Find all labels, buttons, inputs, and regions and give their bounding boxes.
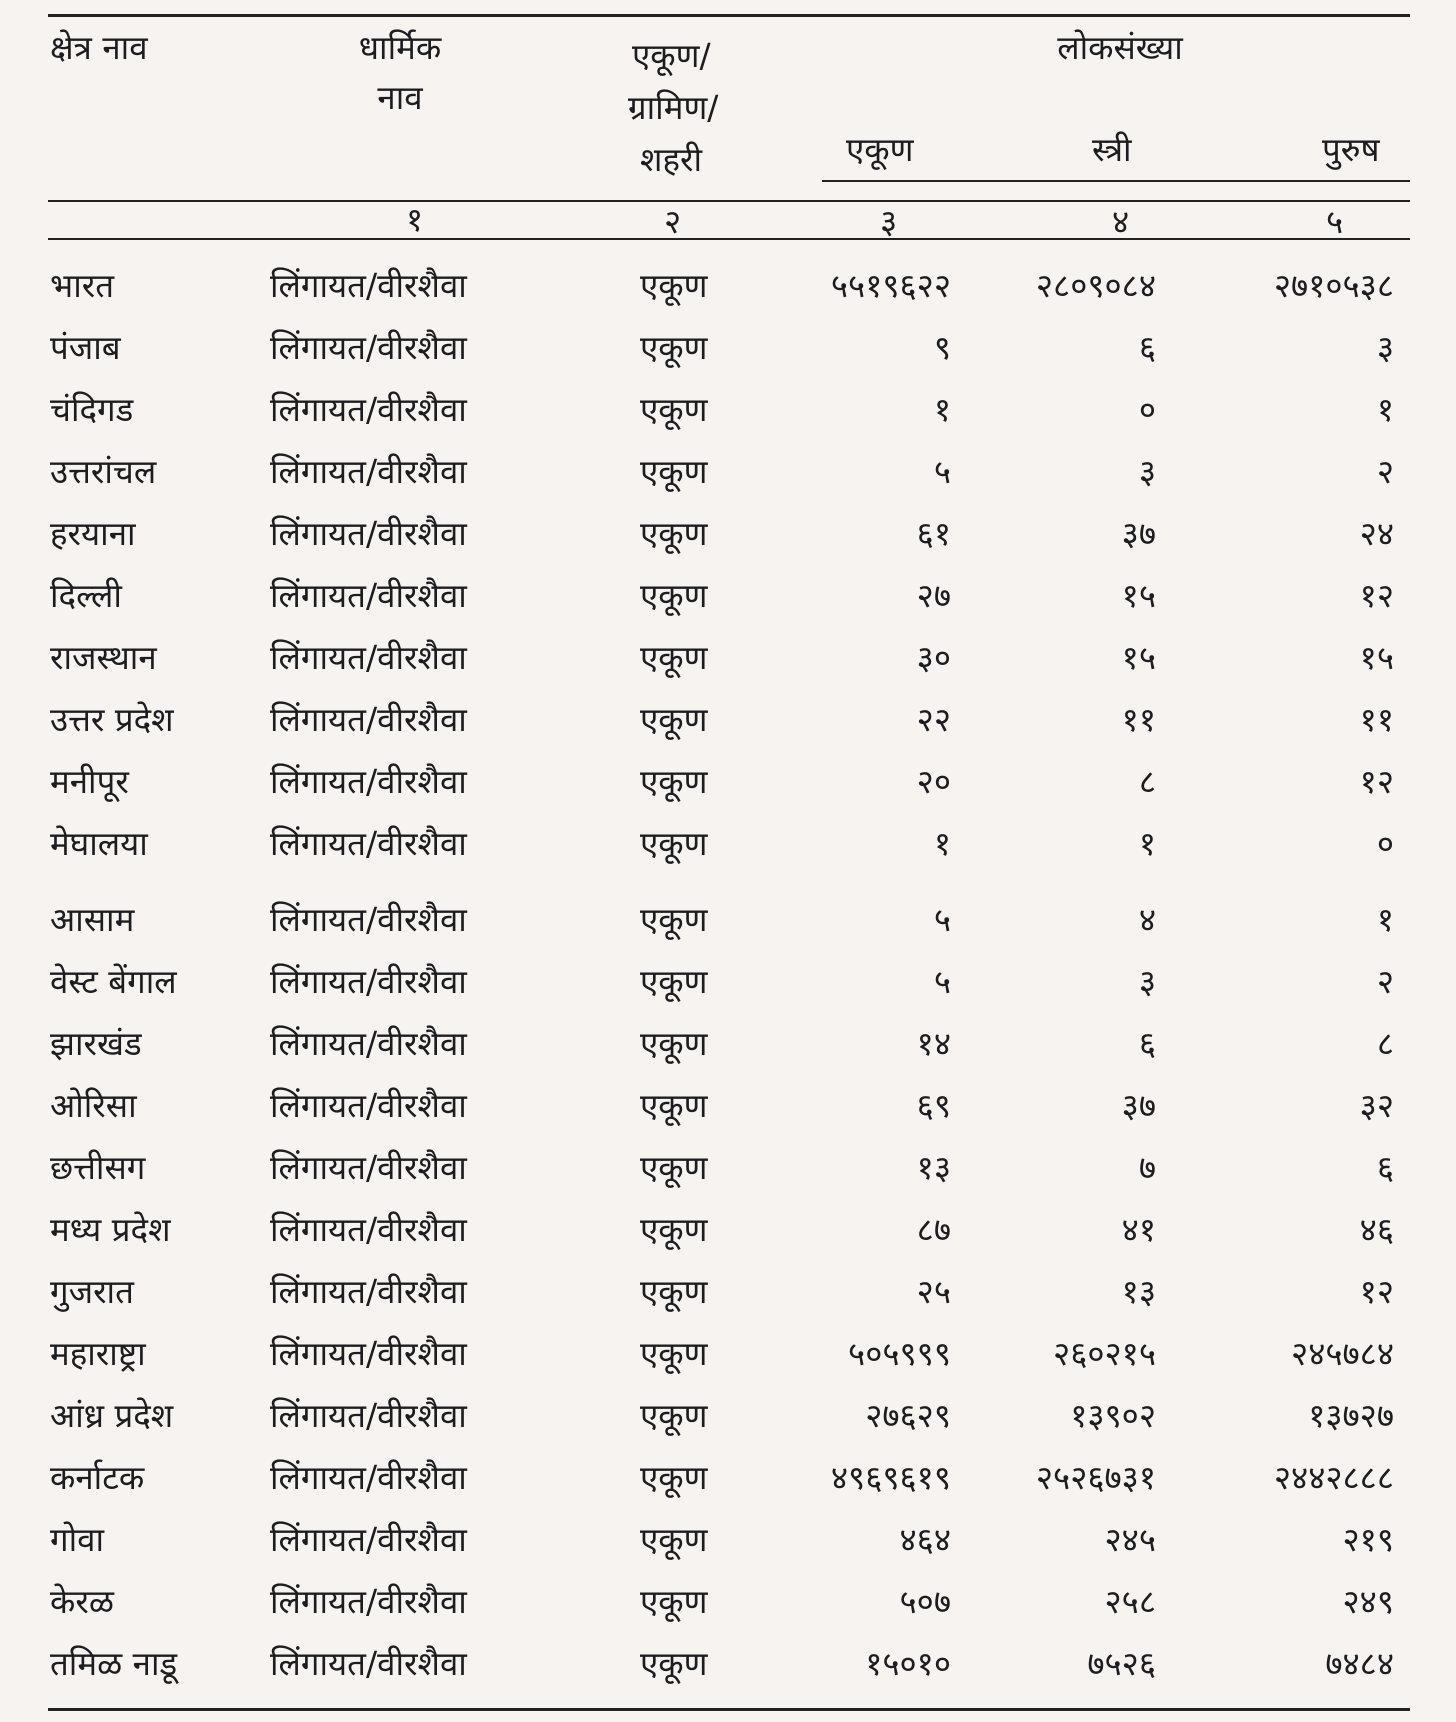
type-cell: एकूण — [640, 824, 708, 863]
total-cell: १३ — [916, 1148, 951, 1187]
female-cell: २५२६७३१ — [1035, 1458, 1156, 1497]
table-row — [0, 318, 1456, 378]
region-cell: तमिळ नाडू — [50, 1644, 178, 1683]
total-cell: १ — [933, 824, 951, 863]
region-cell: केरळ — [50, 1582, 114, 1621]
type-cell: एकूण — [640, 962, 708, 1001]
table-row — [0, 1510, 1456, 1570]
region-cell: वेस्ट बेंगाल — [50, 962, 177, 1001]
region-cell: मध्य प्रदेश — [50, 1210, 171, 1249]
table-row — [0, 1076, 1456, 1136]
male-cell: २४ — [1359, 514, 1394, 553]
female-cell: ३७ — [1121, 1086, 1156, 1125]
type-cell: एकूण — [640, 1024, 708, 1063]
type-cell: एकूण — [640, 1458, 708, 1497]
type-cell: एकूण — [640, 1086, 708, 1125]
header-rule — [48, 200, 1410, 202]
total-cell: ५ — [933, 900, 951, 939]
total-cell: ५ — [933, 962, 951, 1001]
religion-cell: लिंगायत/वीरशैवा — [270, 452, 467, 491]
total-cell: ३० — [916, 638, 951, 677]
female-cell: ११ — [1121, 700, 1156, 739]
region-cell: आसाम — [50, 900, 135, 939]
table-row — [0, 442, 1456, 502]
region-cell: गुजरात — [50, 1272, 134, 1311]
religion-cell: लिंगायत/वीरशैवा — [270, 1644, 467, 1683]
male-cell: ० — [1376, 824, 1394, 863]
religion-cell: लिंगायत/वीरशैवा — [270, 576, 467, 615]
region-cell: दिल्ली — [50, 576, 122, 615]
header-religion-line2: नाव — [377, 78, 423, 117]
female-cell: ० — [1138, 390, 1156, 429]
region-cell: चंदिगड — [50, 390, 134, 429]
table-row — [0, 1386, 1456, 1446]
religion-cell: लिंगायत/वीरशैवा — [270, 390, 467, 429]
religion-cell: लिंगायत/वीरशैवा — [270, 328, 467, 367]
type-cell: एकूण — [640, 1272, 708, 1311]
female-cell: १३९०२ — [1070, 1396, 1156, 1435]
header-num-3: ३ — [880, 202, 898, 241]
religion-cell: लिंगायत/वीरशैवा — [270, 1024, 467, 1063]
table-row — [0, 1262, 1456, 1322]
table-row — [0, 1448, 1456, 1508]
female-cell: ३ — [1138, 962, 1156, 1001]
total-cell: ४९६९६१९ — [830, 1458, 951, 1497]
religion-cell: लिंगायत/वीरशैवा — [270, 514, 467, 553]
region-cell: झारखंड — [50, 1024, 142, 1063]
male-cell: २१९ — [1342, 1520, 1394, 1559]
header-type-line3: शहरी — [640, 140, 703, 179]
male-cell: १५ — [1359, 638, 1394, 677]
total-cell: १४ — [916, 1024, 951, 1063]
religion-cell: लिंगायत/वीरशैवा — [270, 962, 467, 1001]
male-cell: १२ — [1359, 762, 1394, 801]
female-cell: १ — [1138, 824, 1156, 863]
table-row — [0, 1634, 1456, 1694]
region-cell: छत्तीसग — [50, 1148, 146, 1187]
religion-cell: लिंगायत/वीरशैवा — [270, 1210, 467, 1249]
region-cell: महाराष्ट्रा — [50, 1334, 146, 1373]
religion-cell: लिंगायत/वीरशैवा — [270, 638, 467, 677]
table-row — [0, 380, 1456, 440]
table-row — [0, 1138, 1456, 1198]
total-cell: १५०१० — [865, 1644, 951, 1683]
header-religion-line1: धार्मिक — [358, 28, 442, 67]
table-row — [0, 1014, 1456, 1074]
header-male: पुरुष — [1322, 130, 1380, 169]
total-cell: ५५१९६२२ — [830, 266, 951, 305]
region-cell: पंजाब — [50, 328, 121, 367]
header-num-4: ४ — [1112, 202, 1130, 241]
male-cell: २४४२८८८ — [1273, 1458, 1394, 1497]
religion-cell: लिंगायत/वीरशैवा — [270, 1582, 467, 1621]
religion-cell: लिंगायत/वीरशैवा — [270, 824, 467, 863]
female-cell: ४ — [1138, 900, 1156, 939]
type-cell: एकूण — [640, 328, 708, 367]
male-cell: ३ — [1376, 328, 1394, 367]
header-region: क्षेत्र नाव — [50, 28, 148, 67]
type-cell: एकूण — [640, 1520, 708, 1559]
region-cell: उत्तरांचल — [50, 452, 157, 491]
region-cell: उत्तर प्रदेश — [50, 700, 174, 739]
type-cell: एकूण — [640, 1210, 708, 1249]
total-cell: ५०७ — [899, 1582, 951, 1621]
total-cell: ४६४ — [899, 1520, 951, 1559]
female-cell: २५८ — [1104, 1582, 1156, 1621]
male-cell: १ — [1376, 390, 1394, 429]
total-cell: २० — [916, 762, 951, 801]
table-row — [0, 1200, 1456, 1260]
region-cell: मनीपूर — [50, 762, 129, 801]
religion-cell: लिंगायत/वीरशैवा — [270, 1086, 467, 1125]
type-cell: एकूण — [640, 1148, 708, 1187]
table-row — [0, 690, 1456, 750]
female-cell: २८०९०८४ — [1035, 266, 1156, 305]
type-cell: एकूण — [640, 900, 708, 939]
region-cell: हरयाना — [50, 514, 136, 553]
type-cell: एकूण — [640, 266, 708, 305]
total-cell: २७६२९ — [865, 1396, 951, 1435]
total-cell: ५ — [933, 452, 951, 491]
type-cell: एकूण — [640, 1644, 708, 1683]
male-cell: २४९ — [1342, 1582, 1394, 1621]
female-cell: ६ — [1138, 1024, 1156, 1063]
religion-cell: लिंगायत/वीरशैवा — [270, 900, 467, 939]
region-cell: भारत — [50, 266, 115, 305]
religion-cell: लिंगायत/वीरशैवा — [270, 1272, 467, 1311]
table-row — [0, 1572, 1456, 1632]
religion-cell: लिंगायत/वीरशैवा — [270, 1458, 467, 1497]
type-cell: एकूण — [640, 638, 708, 677]
type-cell: एकूण — [640, 762, 708, 801]
type-cell: एकूण — [640, 1582, 708, 1621]
region-cell: मेघालया — [50, 824, 148, 863]
female-cell: ४१ — [1121, 1210, 1156, 1249]
type-cell: एकूण — [640, 1334, 708, 1373]
type-cell: एकूण — [640, 514, 708, 553]
type-cell: एकूण — [640, 390, 708, 429]
table-row — [0, 628, 1456, 688]
female-cell: १५ — [1121, 638, 1156, 677]
header-num-5: ५ — [1326, 202, 1344, 241]
female-cell: २६०२१५ — [1053, 1334, 1156, 1373]
top-rule — [48, 14, 1410, 17]
male-cell: २ — [1376, 452, 1394, 491]
female-cell: ३७ — [1121, 514, 1156, 553]
table-row — [0, 1324, 1456, 1384]
religion-cell: लिंगायत/वीरशैवा — [270, 266, 467, 305]
female-cell: ६ — [1138, 328, 1156, 367]
male-cell: ७४८४ — [1325, 1644, 1394, 1683]
male-cell: ४६ — [1359, 1210, 1394, 1249]
total-cell: ६९ — [916, 1086, 951, 1125]
male-cell: १२ — [1359, 576, 1394, 615]
number-row-rule — [48, 238, 1410, 240]
male-cell: ६ — [1376, 1148, 1394, 1187]
religion-cell: लिंगायत/वीरशैवा — [270, 1334, 467, 1373]
male-cell: ११ — [1359, 700, 1394, 739]
bottom-rule — [48, 1708, 1410, 1711]
table-row — [0, 952, 1456, 1012]
header-num-1: १ — [406, 200, 424, 239]
population-sub-rule — [822, 180, 1410, 182]
header-num-2: २ — [664, 202, 682, 241]
female-cell: ७५२६ — [1087, 1644, 1156, 1683]
religion-cell: लिंगायत/वीरशैवा — [270, 1396, 467, 1435]
total-cell: ९ — [933, 328, 951, 367]
religion-cell: लिंगायत/वीरशैवा — [270, 700, 467, 739]
table-row — [0, 566, 1456, 626]
header-female: स्त्री — [1092, 130, 1132, 169]
male-cell: २४५७८४ — [1291, 1334, 1394, 1373]
header-type-line2: ग्रामिण/ — [628, 88, 719, 127]
table-row — [0, 752, 1456, 812]
type-cell: एकूण — [640, 452, 708, 491]
total-cell: २५ — [916, 1272, 951, 1311]
religion-cell: लिंगायत/वीरशैवा — [270, 1520, 467, 1559]
female-cell: ८ — [1138, 762, 1156, 801]
male-cell: २७१०५३८ — [1273, 266, 1394, 305]
header-type-line1: एकूण/ — [632, 36, 711, 75]
region-cell: राजस्थान — [50, 638, 157, 677]
type-cell: एकूण — [640, 576, 708, 615]
region-cell: कर्नाटक — [50, 1458, 145, 1497]
male-cell: १३७२७ — [1308, 1396, 1394, 1435]
total-cell: ६१ — [916, 514, 951, 553]
region-cell: ओरिसा — [50, 1086, 137, 1125]
region-cell: गोवा — [50, 1520, 105, 1559]
total-cell: २७ — [916, 576, 951, 615]
religion-cell: लिंगायत/वीरशैवा — [270, 1148, 467, 1187]
female-cell: ७ — [1138, 1148, 1156, 1187]
header-total: एकूण — [846, 130, 914, 169]
female-cell: १५ — [1121, 576, 1156, 615]
total-cell: ८७ — [916, 1210, 951, 1249]
male-cell: १२ — [1359, 1272, 1394, 1311]
male-cell: २ — [1376, 962, 1394, 1001]
male-cell: १ — [1376, 900, 1394, 939]
table-row — [0, 504, 1456, 564]
table-row — [0, 890, 1456, 950]
header-population: लोकसंख्या — [1057, 28, 1183, 67]
type-cell: एकूण — [640, 700, 708, 739]
female-cell: १३ — [1121, 1272, 1156, 1311]
male-cell: ३२ — [1359, 1086, 1394, 1125]
type-cell: एकूण — [640, 1396, 708, 1435]
female-cell: २४५ — [1104, 1520, 1156, 1559]
religion-cell: लिंगायत/वीरशैवा — [270, 762, 467, 801]
total-cell: ५०५९९९ — [848, 1334, 951, 1373]
female-cell: ३ — [1138, 452, 1156, 491]
table-row — [0, 814, 1456, 874]
region-cell: आंध्र प्रदेश — [50, 1396, 174, 1435]
table-row — [0, 256, 1456, 316]
total-cell: १ — [933, 390, 951, 429]
male-cell: ८ — [1376, 1024, 1394, 1063]
total-cell: २२ — [916, 700, 951, 739]
